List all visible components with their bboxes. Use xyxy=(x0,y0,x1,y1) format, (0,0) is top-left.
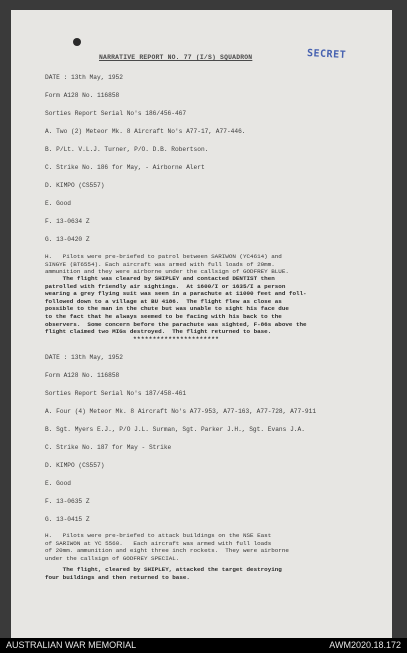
report1-narrative-line: patrolled with friendly air sightings. At 1600/I or 1635/I a person xyxy=(45,282,286,290)
document-page xyxy=(11,10,392,638)
report2-h-line: H. Pilots were pre-briefed to attack buildings on the NSE East xyxy=(45,532,272,539)
report1-h-line: ammunition and they were airborne under the callsign of GODFREY BLUE. xyxy=(45,268,289,276)
report2-h-line: under the callsign of GODFREY SPECIAL. xyxy=(45,554,180,562)
report1-date: DATE : 13th May, 1952 xyxy=(45,74,123,81)
footer-institution: AUSTRALIAN WAR MEMORIAL xyxy=(6,640,137,650)
report1-narrative xyxy=(45,275,307,336)
report2-h-line: of 20mm. ammunition and eight three inch rockets. They were airborne xyxy=(45,547,289,555)
report2-item-h xyxy=(45,532,289,562)
footer-bar xyxy=(0,638,407,653)
report2-item-e: E. Good xyxy=(45,480,71,487)
report1-narrative-line: observers. Some concern before the parachute was sighted, F-86s above the xyxy=(45,320,307,328)
report1-narrative-line: followed down to a village at BU 4186. The flight flew as close as xyxy=(45,297,282,305)
report2-item-a: A. Four (4) Meteor Mk. 8 Aircraft No's A77-953, A77-163, A77-728, A77-911 xyxy=(45,408,317,415)
report1-narrative-line: to the fact that he always seemed to be facing with his back to the xyxy=(45,312,282,320)
report2-item-g: G. 13-0415 Z xyxy=(45,516,90,523)
footer-accession-number: AWM2020.18.172 xyxy=(329,640,401,650)
report1-item-c: C. Strike No. 186 for May, - Airborne Alert xyxy=(45,164,205,171)
report1-item-g: G. 13-0420 Z xyxy=(45,236,90,243)
report2-item-f: F. 13-0635 Z xyxy=(45,498,90,505)
report2-h-line: of SARIWON at YC 5560. Each aircraft was armed with full loads xyxy=(45,539,272,547)
report1-narrative-line: The flight was cleared by SHIPLEY and contacted DENTIST then xyxy=(45,275,275,282)
report2-date: DATE : 13th May, 1952 xyxy=(45,354,123,361)
report1-narrative-line: flight claimed two MIGs destroyed. The flight returned to base. xyxy=(45,328,272,336)
report2-narrative-line: four buildings and then returned to base. xyxy=(45,573,190,581)
report1-item-h xyxy=(45,253,289,276)
report2-narrative-line: The flight, cleared by SHIPLEY, attacked the target destroying xyxy=(45,566,282,573)
report2-serial: Sorties Report Serial No's 187/458-461 xyxy=(45,390,187,397)
report2-item-b: B. Sgt. Myers E.J., P/O J.L. Surman, Sgt. Parker J.H., Sgt. Evans J.A. xyxy=(45,426,305,433)
report1-narrative-line: possible to the man in the chute but was unable to sight his face due xyxy=(45,305,289,313)
report2-item-d: D. KIMPO (CS557) xyxy=(45,462,105,469)
section-separator: ********************** xyxy=(133,336,220,343)
report1-serial: Sorties Report Serial No's 186/456-467 xyxy=(45,110,187,117)
report1-h-line: H. Pilots were pre-briefed to patrol between SARIWON (YC4614) and xyxy=(45,253,282,260)
report1-item-a: A. Two (2) Meteor Mk. 8 Aircraft No's A77-17, A77-446. xyxy=(45,128,246,135)
report1-h-line: SINGYE (BT6554). Each aircraft was armed with full loads of 20mm. xyxy=(45,260,275,268)
report1-narrative-line: wearing a grey flying suit was seen in a parachute at 11000 feet and foll- xyxy=(45,290,307,298)
report2-item-c: C. Strike No. 187 for May - Strike xyxy=(45,444,172,451)
report1-item-f: F. 13-0634 Z xyxy=(45,218,90,225)
report1-form: Form A128 No. 116858 xyxy=(45,92,120,99)
report1-item-b: B. P/Lt. V.L.J. Turner, P/O. D.B. Robertson. xyxy=(45,146,209,153)
secret-stamp: SECRET xyxy=(306,47,347,62)
report1-item-e: E. Good xyxy=(45,200,71,207)
report-title: NARRATIVE REPORT NO. 77 (I/S) SQUADRON xyxy=(99,54,253,61)
report2-form: Form A128 No. 116858 xyxy=(45,372,120,379)
report1-item-d: D. KIMPO (CS557) xyxy=(45,182,105,189)
punch-hole xyxy=(73,38,81,46)
report2-narrative xyxy=(45,566,282,581)
